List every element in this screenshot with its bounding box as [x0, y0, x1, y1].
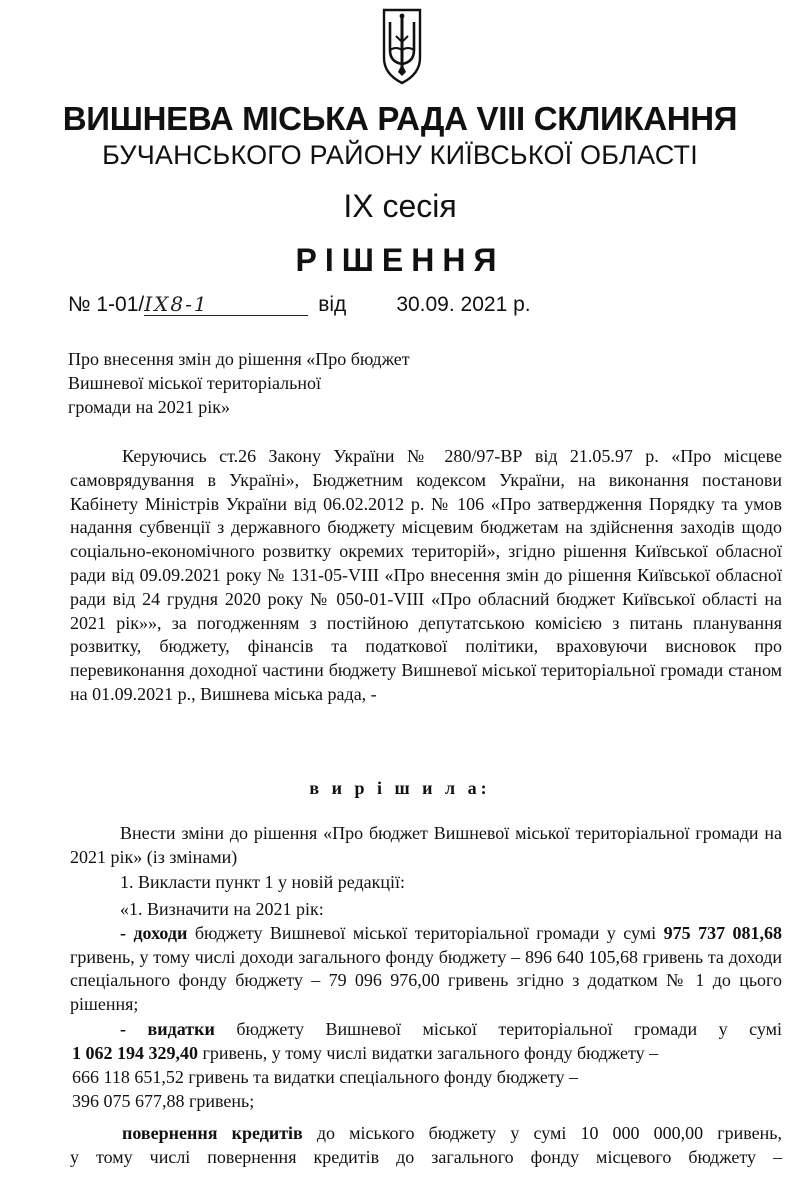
- loans-label: повернення кредитів: [122, 1123, 303, 1143]
- registration-line: [68, 293, 531, 317]
- income-paragraph: [70, 922, 782, 1016]
- from-label: від: [318, 293, 347, 316]
- expenses-details: гривень, у тому числі видатки загального фонду бюджету –: [198, 1043, 659, 1063]
- income-details: гривень, у тому числі доходи загального фонду бюджету – 896 640 105,68 гривень та доходи спеціального фонду бюджету – 79 096 976,00 гривень згідно з додатком № 1 до цього рішення;: [70, 946, 782, 1014]
- resolved-heading: в и р і ш и л а:: [309, 778, 491, 798]
- expenses-paragraph: [70, 1018, 782, 1042]
- number-prefix: № 1-01/: [68, 293, 145, 316]
- council-name: ВИШНЕВА МІСЬКА РАДА VIII СКЛИКАННЯ: [62, 100, 738, 137]
- income-amount: 975 737 081,68: [663, 923, 783, 943]
- preamble-paragraph: Керуючись ст.26 Закону України № 280/97-ВР від 21.05.97 р. «Про місцеве самоврядування в Україні», Бюджетним кодексом України, на виконання постанови Кабінету Міністрів України від 06.02.2012 р. № 106 «Про затвердження Порядку та умов надання субвенції з державного бюджету місцевим бюджетам на здійснення заходів щодо соціально-економічного розвитку окремих територій», згідно рішення Київської обласної ради від 09.09.2021 року № 131-05-VIII «Про внесення змін до рішення Київської обласної ради від 24 грудня 2020 року № 050-01-VIII «Про обласний бюджет Київської області на 2021 рік»», за погодженням з постійною депутатською комісією з питань планування розвитку, бюджету, фінансів та податкової політики, враховуючи висновок про перевиконання доходної частини бюджету Вишневої міської територіальної громади станом на 01.09.2021 р., Вишнева міська рада, -: [70, 446, 782, 704]
- trident-emblem-icon: [378, 6, 426, 86]
- decision-heading: РІШЕННЯ: [295, 242, 505, 278]
- loans-paragraph: [70, 1122, 782, 1169]
- loans-text: до міського бюджету у сумі 10 000 000,00 гривень,: [302, 1123, 782, 1143]
- expenses-line-3: 666 118 651,52 гривень та видатки спеціального фонду бюджету –: [72, 1067, 578, 1087]
- income-label: - доходи: [120, 923, 188, 943]
- income-text: бюджету Вишневої міської територіальної громади у сумі: [187, 923, 657, 943]
- expenses-label: - видатки: [120, 1019, 215, 1039]
- expenses-amount: 1 062 194 329,40: [72, 1043, 198, 1063]
- session-title: ІХ сесія: [343, 188, 457, 224]
- council-district: БУЧАНСЬКОГО РАЙОНУ КИЇВСЬКОЇ ОБЛАСТІ: [102, 140, 698, 170]
- decision-date: 30.09. 2021 р.: [396, 293, 531, 316]
- expenses-line-4: 396 075 677,88 гривень;: [72, 1091, 255, 1111]
- subject-line: Вишневої міської територіальної: [68, 373, 322, 393]
- loans-line-2: у тому числі повернення кредитів до загального фонду місцевого бюджету –: [70, 1146, 782, 1167]
- subject-line: Про внесення змін до рішення «Про бюджет: [68, 349, 410, 369]
- item-1: 1. Викласти пункт 1 у новій редакції:: [120, 872, 406, 892]
- subject-line: громади на 2021 рік»: [68, 397, 230, 417]
- item-1-1: «1. Визначити на 2021 рік:: [120, 899, 324, 919]
- handwritten-number: IX8-1: [144, 293, 308, 316]
- expenses-text: бюджету Вишневої міської територіальної громади у сумі: [214, 1019, 782, 1039]
- amendment-intro: Внести зміни до рішення «Про бюджет Вишневої міської територіальної громади на 2021 рік» (із змінами): [70, 823, 782, 867]
- expenses-line-2: [72, 1043, 658, 1064]
- decision-subject: [68, 347, 428, 419]
